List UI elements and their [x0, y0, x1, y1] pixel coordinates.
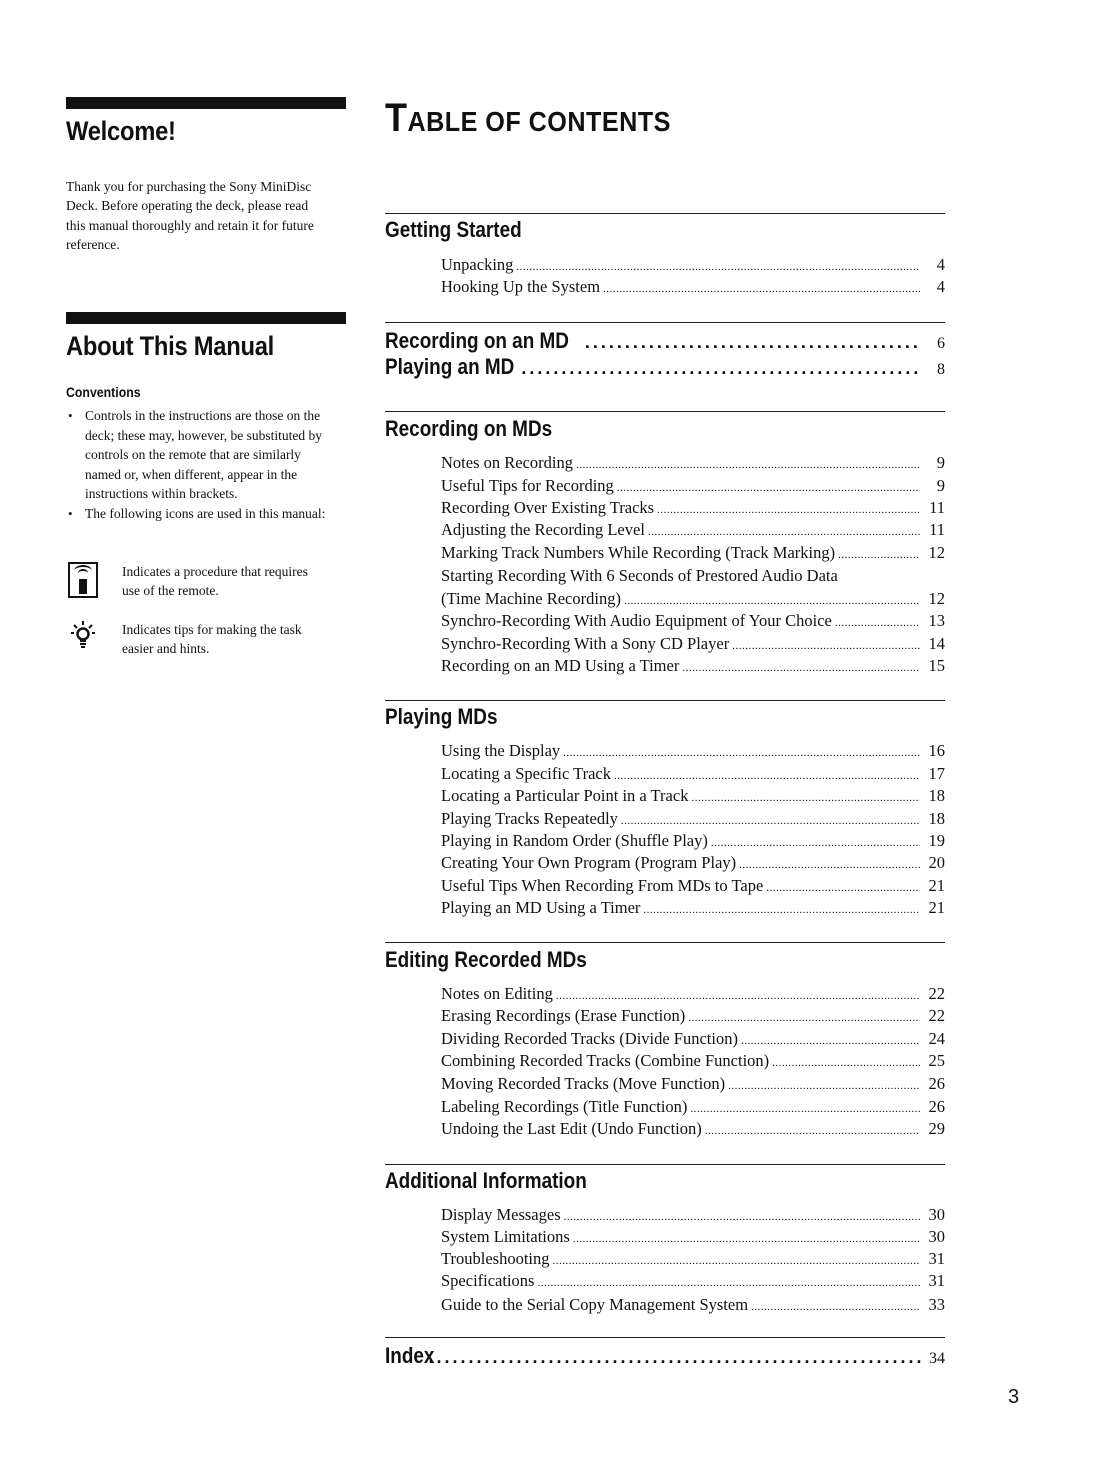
toc-entry[interactable]: Adjusting the Recording Level ..... 11	[441, 519, 945, 543]
toc-entry[interactable]: Locating a Specific Track ..... 17	[441, 763, 945, 787]
tip-note	[66, 620, 346, 676]
remote-note	[66, 562, 346, 618]
remote-control-icon	[68, 562, 98, 598]
divider	[385, 411, 945, 412]
divider	[385, 322, 945, 323]
toc-entry[interactable]: Locating a Particular Point in a Track ..... 18	[441, 785, 945, 809]
divider	[385, 1164, 945, 1165]
remote-note-text: Indicates a procedure that requires use of the remote.	[122, 563, 308, 599]
toc-entry[interactable]: Hooking Up the System ..... 4	[441, 276, 945, 300]
toc-entry[interactable]: Undoing the Last Edit (Undo Function) ..... 29	[441, 1118, 945, 1142]
toc-entry[interactable]: Combining Recorded Tracks (Combine Function) ..... 25	[441, 1050, 945, 1074]
toc-major-entry[interactable]: Recording on an MD ..... 6	[385, 328, 945, 354]
divider	[385, 213, 945, 214]
conventions-list	[66, 406, 346, 524]
welcome-title: Welcome!	[66, 116, 176, 146]
toc-entry[interactable]: Moving Recorded Tracks (Move Function) ..... 26	[441, 1073, 945, 1097]
list-item: • Controls in the instructions are those on the deck; these may, however, be substituted by controls on the remote that are similarly named or, when different, appear in the instructions within brackets.	[66, 406, 340, 504]
about-section	[66, 312, 346, 676]
toc-entry[interactable]: System Limitations ..... 30	[441, 1226, 945, 1250]
toc-entry[interactable]: Playing an MD Using a Timer ..... 21	[441, 897, 945, 921]
toc-entry[interactable]: Synchro-Recording With Audio Equipment of Your Choice ..... 13	[441, 610, 945, 634]
section-bar	[66, 97, 346, 109]
section-heading: Editing Recorded MDs	[385, 947, 587, 972]
toc-entry[interactable]: Useful Tips When Recording From MDs to Tape ..... 21	[441, 875, 945, 899]
toc-entry[interactable]: Playing Tracks Repeatedly ..... 18	[441, 808, 945, 832]
about-title: About This Manual	[66, 331, 275, 361]
tip-note-text: Indicates tips for making the task easier and hints.	[122, 621, 302, 657]
divider	[385, 1337, 945, 1338]
toc-entry[interactable]: (Time Machine Recording) ..... 12	[441, 588, 945, 612]
toc-entry-line[interactable]: Starting Recording With 6 Seconds of Prestored Audio Data	[441, 566, 838, 585]
toc-entry[interactable]: Labeling Recordings (Title Function) ..... 26	[441, 1096, 945, 1120]
toc-entry[interactable]: Guide to the Serial Copy Management System ..... 33	[441, 1294, 945, 1318]
toc-entry[interactable]: Useful Tips for Recording ..... 9	[441, 475, 945, 499]
left-column	[66, 97, 346, 657]
conventions-heading: Conventions	[66, 384, 141, 400]
toc-entry[interactable]: Erasing Recordings (Erase Function) ..... 22	[441, 1005, 945, 1029]
page-number: 3	[1008, 1386, 1020, 1408]
divider	[385, 942, 945, 943]
toc-title: TABLE OF CONTENTS	[385, 96, 671, 140]
divider	[385, 700, 945, 701]
section-heading: Recording on MDs	[385, 416, 553, 441]
toc-major-entry[interactable]: Playing an MD ..... 8	[385, 354, 945, 380]
light-bulb-icon	[70, 616, 100, 656]
section-heading: Getting Started	[385, 217, 522, 242]
toc-entry[interactable]: Recording on an MD Using a Timer ..... 15	[441, 655, 945, 679]
toc-entry[interactable]: Notes on Editing ..... 22	[441, 983, 945, 1007]
toc-entry[interactable]: Creating Your Own Program (Program Play) ..... 20	[441, 852, 945, 876]
toc-entry[interactable]: Dividing Recorded Tracks (Divide Function) ..... 24	[441, 1028, 945, 1052]
welcome-intro: Thank you for purchasing the Sony MiniDisc Deck. Before operating the deck, please read this manual thoroughly and retain it for future reference.	[66, 179, 314, 252]
toc-entry[interactable]: Display Messages ..... 30	[441, 1204, 945, 1228]
toc-entry[interactable]: Recording Over Existing Tracks ..... 11	[441, 497, 945, 521]
toc-entry[interactable]: Troubleshooting ..... 31	[441, 1248, 945, 1272]
section-heading: Additional Information	[385, 1168, 587, 1193]
toc-major-entry[interactable]: Index ..... 34	[385, 1343, 945, 1369]
toc-entry[interactable]: Notes on Recording ..... 9	[441, 452, 945, 476]
section-bar	[66, 312, 346, 324]
list-item: • The following icons are used in this manual:	[66, 504, 340, 524]
toc-entry[interactable]: Specifications ..... 31	[441, 1270, 945, 1294]
toc-entry[interactable]: Using the Display ..... 16	[441, 740, 945, 764]
toc-entry[interactable]: Playing in Random Order (Shuffle Play) ..... 19	[441, 830, 945, 854]
toc-entry[interactable]: Synchro-Recording With a Sony CD Player ..... 14	[441, 633, 945, 657]
section-heading: Playing MDs	[385, 704, 498, 729]
toc-entry[interactable]: Unpacking ..... 4	[441, 254, 945, 278]
toc-entry[interactable]: Marking Track Numbers While Recording (Track Marking) ..... 12	[441, 542, 945, 566]
